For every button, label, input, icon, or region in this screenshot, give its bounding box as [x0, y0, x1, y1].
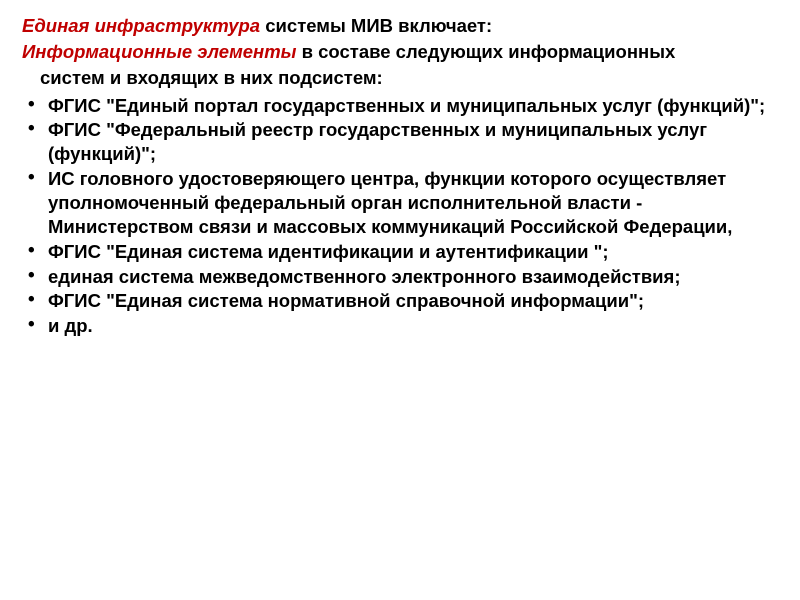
heading-rest-text: системы МИВ включает: — [260, 15, 493, 36]
intro-rest-text: в составе следующих информационных — [296, 40, 676, 62]
list-item: • ФГИС "Федеральный реестр государственных и муниципальных услуг (функций)"; — [22, 118, 774, 166]
slide-intro-line2: систем и входящих в них подсистем: — [40, 66, 383, 88]
list-item: • ФГИС "Единая система нормативной справочной информации"; — [22, 289, 774, 313]
slide-intro-line1 — [22, 40, 774, 64]
heading-accent-text: Единая инфраструктура — [22, 15, 261, 36]
list-item: • единая система межведомственного электронного взаимодействия; — [22, 265, 774, 289]
list-item: • ФГИС "Единая система идентификации и аутентификации "; — [22, 240, 774, 264]
bullet-list — [22, 94, 774, 339]
list-item: • и др. — [22, 314, 774, 338]
list-item: • ИС головного удостоверяющего центра, функции которого осуществляет уполномоченный федеральный орган исполнительной власти - Министерством связи и массовых коммуникаций Российской Федерации, — [22, 167, 774, 239]
slide-heading — [22, 14, 774, 38]
list-item: • ФГИС "Единый портал государственных и муниципальных услуг (функций)"; — [22, 94, 774, 118]
intro-accent-text: Информационные элементы — [22, 40, 297, 62]
